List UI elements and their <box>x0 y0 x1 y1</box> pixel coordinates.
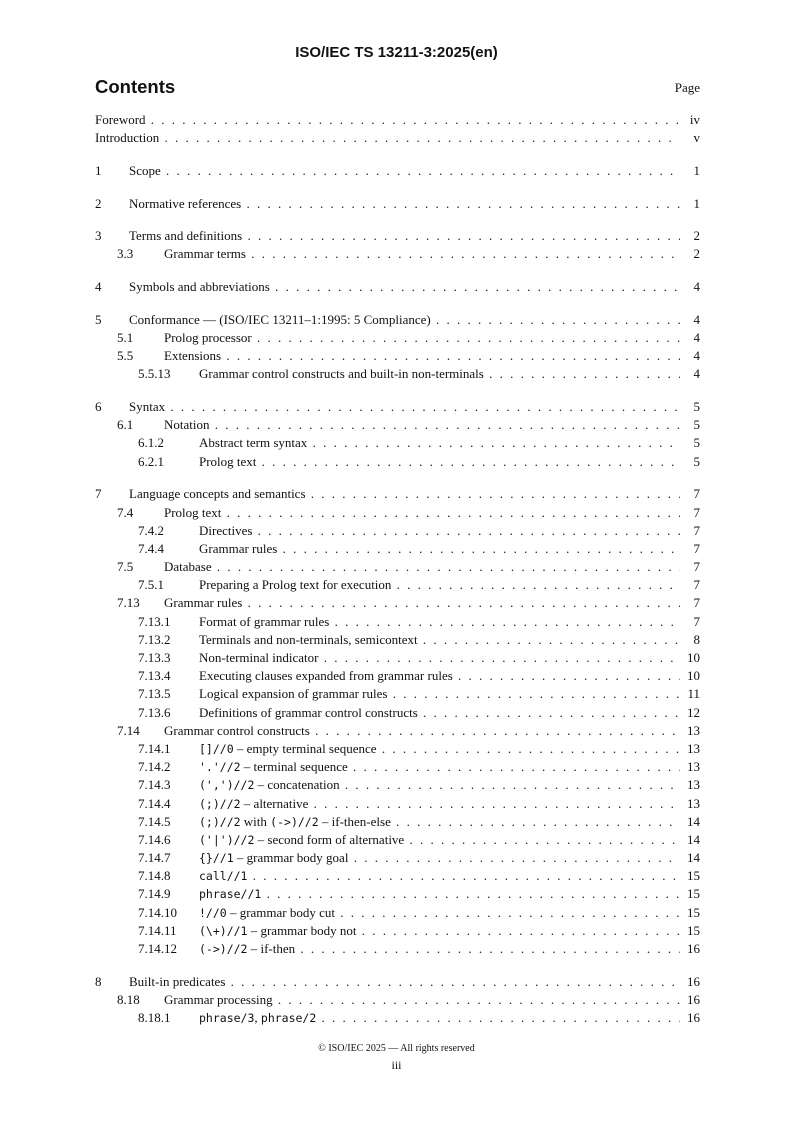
toc-entry-number: 5 <box>95 311 102 327</box>
toc-entry-page: 1 <box>693 162 700 178</box>
toc-entry-text: Introduction <box>95 130 160 146</box>
toc-entry[interactable] <box>95 594 700 612</box>
toc-entry[interactable] <box>95 991 700 1009</box>
toc-entry-text: Abstract term syntax <box>199 435 308 451</box>
toc-entry-page: 5 <box>693 417 700 433</box>
toc-entry-title[interactable] <box>199 704 680 722</box>
toc-entry-number: 1 <box>95 162 102 178</box>
toc-entry[interactable] <box>95 631 700 649</box>
toc-entry-title[interactable] <box>95 129 680 147</box>
toc-entry-title[interactable] <box>164 722 680 740</box>
toc-entry-text: – empty terminal sequence <box>233 740 377 756</box>
toc-entry-number: 7.5.1 <box>138 577 164 593</box>
toc-entry-text: with <box>240 813 271 829</box>
toc-entry[interactable] <box>95 849 700 867</box>
toc-entry-page: 7 <box>693 504 700 520</box>
toc-entry-code: '.'//2 <box>199 760 241 775</box>
toc-entry-page: 5 <box>693 435 700 451</box>
toc-entry-text: Non-terminal indicator <box>199 650 319 665</box>
toc-entry-page: 15 <box>687 922 700 938</box>
toc-entry[interactable] <box>95 795 700 813</box>
toc-entry-page: 4 <box>693 366 700 382</box>
contents-heading: Contents <box>95 76 176 97</box>
toc-entry-number: 7.14.8 <box>138 868 171 884</box>
toc-entry-title[interactable] <box>199 849 680 867</box>
toc-entry[interactable] <box>95 904 700 922</box>
toc-entry-title[interactable] <box>129 227 680 245</box>
toc-entry-page: 16 <box>687 991 700 1007</box>
toc-entry-page: 16 <box>687 1010 700 1026</box>
toc-entry-text: Extensions <box>164 348 222 364</box>
toc-entry-code: call//1 <box>199 869 248 884</box>
toc-entry-title[interactable] <box>199 685 680 703</box>
toc-entry-text: Symbols and abbreviations <box>129 279 270 295</box>
toc-entry-number: 7.13.4 <box>138 668 171 684</box>
toc-entry-title[interactable] <box>164 245 680 263</box>
toc-entry-text: Format of grammar rules <box>199 613 330 629</box>
toc-entry[interactable] <box>95 195 700 213</box>
toc-entry-title[interactable] <box>199 867 680 885</box>
toc-entry-title[interactable] <box>199 365 680 383</box>
toc-entry-code: (;)//2 <box>199 796 241 811</box>
toc-entry-code: phrase/2 <box>260 1011 317 1026</box>
toc-entry[interactable] <box>95 940 700 958</box>
toc-entry[interactable] <box>95 867 700 885</box>
toc-entry-text: Scope <box>129 162 161 178</box>
toc-entry-code: phrase/3 <box>199 1011 255 1026</box>
toc-entry-page: 10 <box>687 650 700 665</box>
toc-entry-number: 6.1 <box>117 417 134 433</box>
toc-entry-text: , <box>254 1010 261 1026</box>
toc-entry-title[interactable] <box>199 434 680 452</box>
toc-entry-title[interactable] <box>199 758 680 776</box>
toc-entry-page: 13 <box>687 795 700 811</box>
toc-entry-page: 7 <box>693 559 700 575</box>
toc-entry-page: 1 <box>693 195 700 211</box>
toc-entry[interactable] <box>95 922 700 940</box>
toc-entry-number: 7.14.1 <box>138 740 171 756</box>
toc-entry-page: 8 <box>693 631 700 647</box>
toc-entry-title[interactable] <box>199 940 680 958</box>
toc-entry-number: 7.13 <box>117 595 140 611</box>
toc-entry-page: 7 <box>693 577 700 593</box>
toc-entry-title[interactable] <box>199 831 680 849</box>
toc-entry-code: phrase//1 <box>199 887 262 902</box>
toc-entry-number: 8.18.1 <box>138 1010 171 1026</box>
page-column-label: Page <box>674 80 700 95</box>
toc-entry-title[interactable] <box>199 649 680 667</box>
toc-entry[interactable] <box>95 558 700 576</box>
toc-entry-page: 14 <box>687 813 700 829</box>
toc-entry-text: Built-in predicates <box>129 973 226 989</box>
toc-entry-number: 4 <box>95 279 102 295</box>
toc-entry-number: 5.1 <box>117 330 134 345</box>
toc-entry[interactable] <box>95 522 700 540</box>
toc-entry-title[interactable] <box>199 631 680 649</box>
toc-entry-text: Grammar processing <box>164 991 273 1007</box>
toc-entry[interactable] <box>95 649 700 667</box>
toc-entry[interactable] <box>95 885 700 903</box>
toc-entry[interactable] <box>95 813 700 831</box>
toc-entry-page: 7 <box>693 486 700 502</box>
toc-entry-title[interactable] <box>199 813 680 831</box>
toc-entry[interactable] <box>95 740 700 758</box>
toc-entry-title[interactable] <box>199 740 680 758</box>
document-header: ISO/IEC TS 13211-3:2025(en) <box>295 44 498 61</box>
toc-entry-text: Foreword <box>95 112 146 127</box>
toc-entry-text: Directives <box>199 522 253 538</box>
toc-entry-number: 7.14.10 <box>138 904 177 920</box>
toc-entry-page: 13 <box>687 777 700 793</box>
toc-entry-number: 7.14.9 <box>138 886 171 902</box>
copyright-footer: © ISO/IEC 2025 — All rights reserved <box>318 1043 475 1054</box>
toc-entry-text: Preparing a Prolog text for execution <box>199 577 392 593</box>
toc-entry-text: Language concepts and semantics <box>129 486 306 502</box>
toc-entry-text: Executing clauses expanded from grammar rules <box>199 668 453 684</box>
toc-entry[interactable] <box>95 329 700 347</box>
toc-entry-page: 2 <box>693 246 700 262</box>
toc-entry-title[interactable] <box>199 885 680 903</box>
toc-entry[interactable] <box>95 278 700 296</box>
toc-entry-number: 5.5.13 <box>138 366 171 382</box>
toc-entry-page: 13 <box>687 722 700 738</box>
toc-entry-number: 3 <box>95 228 102 244</box>
toc-entry-page: 15 <box>687 886 700 902</box>
toc-entry[interactable] <box>95 613 700 631</box>
toc-entry-title[interactable] <box>199 453 680 471</box>
table-of-contents <box>95 111 700 1027</box>
toc-entry-page: 12 <box>687 704 700 720</box>
toc-entry-page: 16 <box>687 973 700 989</box>
toc-entry-number: 3.3 <box>117 246 134 262</box>
toc-entry-number: 7.4.4 <box>138 540 164 556</box>
toc-entry-number: 7.14.2 <box>138 759 171 775</box>
toc-entry-title[interactable] <box>199 904 680 922</box>
toc-entry-text: – concatenation <box>254 777 340 793</box>
toc-entry-number: 5.5 <box>117 348 134 364</box>
toc-entry-number: 7.4 <box>117 504 134 520</box>
toc-entry-page: 5 <box>693 399 700 415</box>
toc-entry[interactable] <box>95 485 700 503</box>
toc-entry-text: – grammar body not <box>247 922 357 938</box>
toc-entry-text: Syntax <box>129 399 166 415</box>
toc-entry-text: – grammar body goal <box>233 850 349 866</box>
toc-entry-number: 7.13.6 <box>138 704 171 720</box>
toc-entry-page: 7 <box>693 522 700 538</box>
toc-entry-title[interactable] <box>199 540 680 558</box>
toc-entry-page: iv <box>689 112 700 127</box>
toc-entry-title[interactable] <box>164 347 680 365</box>
toc-entry-title[interactable] <box>129 398 680 416</box>
toc-entry-number: 6 <box>95 399 102 415</box>
toc-entry[interactable] <box>95 758 700 776</box>
toc-entry[interactable] <box>95 347 700 365</box>
toc-entry-number: 7.13.3 <box>138 650 171 665</box>
toc-entry-text: Grammar rules <box>199 540 278 556</box>
toc-entry-title[interactable] <box>199 1009 680 1027</box>
toc-entry-text: Grammar control constructs <box>164 722 310 738</box>
toc-entry-text: Logical expansion of grammar rules <box>199 686 388 702</box>
toc-entry[interactable] <box>95 1009 700 1027</box>
toc-entry[interactable] <box>95 540 700 558</box>
toc-entry-page: 10 <box>687 668 700 684</box>
toc-entry-page: 5 <box>693 453 700 469</box>
toc-entry-page: 14 <box>687 850 700 866</box>
toc-entry[interactable] <box>95 162 700 180</box>
toc-entry-text: Grammar rules <box>164 595 243 611</box>
toc-entry-text: Grammar control constructs and built-in non-terminals <box>199 366 484 382</box>
toc-entry-text: Grammar terms <box>164 246 246 262</box>
toc-entry-page: 4 <box>693 348 700 364</box>
toc-entry-page: 4 <box>693 279 700 295</box>
toc-entry-text: Terms and definitions <box>129 228 243 244</box>
toc-entry-title[interactable] <box>199 576 680 594</box>
toc-entry[interactable] <box>95 453 700 471</box>
toc-entry-code: {}//1 <box>199 851 234 866</box>
toc-entry-text: Prolog processor <box>164 330 252 345</box>
toc-entry-page: 16 <box>687 941 700 956</box>
toc-entry-title[interactable] <box>199 613 680 631</box>
toc-entry-number: 7.14 <box>117 722 140 738</box>
toc-entry-title[interactable] <box>129 195 680 213</box>
toc-entry[interactable] <box>95 704 700 722</box>
toc-entry-text: – second form of alternative <box>254 831 405 847</box>
toc-entry-title[interactable] <box>164 558 680 576</box>
toc-entry-number: 7.14.3 <box>138 777 171 793</box>
toc-entry-title[interactable] <box>129 485 680 503</box>
toc-entry-number: 7.14.7 <box>138 850 171 866</box>
toc-entry-number: 8.18 <box>117 991 140 1007</box>
toc-entry[interactable] <box>95 245 700 263</box>
toc-entry-code: !//0 <box>199 905 227 920</box>
toc-entry-text: Database <box>164 559 212 575</box>
page-number: iii <box>391 1058 402 1072</box>
toc-entry-number: 2 <box>95 195 102 211</box>
toc-entry-page: 13 <box>687 740 700 756</box>
toc-entry-title[interactable] <box>199 795 680 813</box>
toc-entry[interactable] <box>95 504 700 522</box>
toc-entry-text: – if-then <box>247 941 296 956</box>
toc-entry-title[interactable] <box>129 162 680 180</box>
toc-entry-page: 13 <box>687 759 700 775</box>
toc-entry[interactable] <box>95 398 700 416</box>
toc-entry[interactable] <box>95 311 700 329</box>
toc-entry-page: 2 <box>693 228 700 244</box>
toc-entry-page: 15 <box>687 904 700 920</box>
toc-entry[interactable] <box>95 776 700 794</box>
toc-entry-text: Terminals and non-terminals, semicontext <box>199 631 418 647</box>
toc-entry-page: 7 <box>693 613 700 629</box>
toc-entry-page: 15 <box>687 868 700 884</box>
toc-entry-code: (\+)//1 <box>199 923 248 938</box>
toc-entry-number: 7.14.11 <box>138 922 177 938</box>
toc-entry[interactable] <box>95 722 700 740</box>
toc-entry-title[interactable] <box>199 667 680 685</box>
toc-entry-title[interactable] <box>129 278 680 296</box>
toc-entry-code: (',')//2 <box>199 778 255 793</box>
toc-entry[interactable] <box>95 576 700 594</box>
toc-entry-number: 7.13.5 <box>138 686 171 702</box>
toc-entry-text: – if-then-else <box>318 813 391 829</box>
toc-entry[interactable] <box>95 111 700 129</box>
toc-entry-number: 7.14.12 <box>138 941 177 956</box>
toc-entry-text: – terminal sequence <box>240 759 348 775</box>
toc-entry-number: 7.14.4 <box>138 795 171 811</box>
toc-entry-title[interactable] <box>164 594 680 612</box>
toc-entry-code: (->)//2 <box>199 942 248 956</box>
toc-entry-page: 7 <box>693 595 700 611</box>
toc-entry-number: 8 <box>95 973 102 989</box>
toc-entry-text: Normative references <box>129 195 242 211</box>
toc-entry[interactable] <box>95 831 700 849</box>
toc-entry-title[interactable] <box>199 922 680 940</box>
toc-entry-text: Notation <box>164 417 210 433</box>
toc-entry-code: (;)//2 <box>199 814 241 829</box>
toc-entry-number: 7.14.5 <box>138 813 171 829</box>
toc-entry-number: 7.5 <box>117 559 134 575</box>
toc-entry-title[interactable] <box>164 991 680 1009</box>
toc-entry-text: Definitions of grammar control constructs <box>199 704 418 720</box>
toc-entry-page: 14 <box>687 831 700 847</box>
toc-entry-code: (->)//2 <box>270 814 319 829</box>
toc-entry-page: 4 <box>693 330 700 345</box>
toc-entry-title[interactable] <box>129 311 680 329</box>
toc-entry-text: – grammar body cut <box>226 904 336 920</box>
toc-entry-number: 7.14.6 <box>138 831 171 847</box>
toc-entry-title[interactable] <box>199 522 680 540</box>
toc-entry[interactable] <box>95 365 700 383</box>
toc-entry-title[interactable] <box>164 504 680 522</box>
toc-entry-page: 11 <box>687 686 700 702</box>
toc-entry-number: 6.2.1 <box>138 453 164 469</box>
toc-entry-number: 7.13.2 <box>138 631 171 647</box>
toc-entry[interactable] <box>95 667 700 685</box>
toc-entry-page: 7 <box>693 540 700 556</box>
toc-entry-number: 6.1.2 <box>138 435 164 451</box>
toc-entry-text: Prolog text <box>164 504 222 520</box>
toc-entry-code: ('|')//2 <box>199 832 255 847</box>
toc-entry-title[interactable] <box>164 329 680 347</box>
toc-entry-text: Conformance — (ISO/IEC 13211–1:1995: 5 Compliance) <box>129 311 431 327</box>
toc-entry-title[interactable] <box>95 111 680 129</box>
toc-entry-code: []//0 <box>199 741 234 756</box>
toc-entry[interactable] <box>95 434 700 452</box>
toc-entry-title[interactable] <box>199 776 680 794</box>
toc-entry[interactable] <box>95 227 700 245</box>
toc-entry-page: 4 <box>693 311 700 327</box>
toc-entry[interactable] <box>95 416 700 434</box>
toc-entry-number: 7.4.2 <box>138 522 164 538</box>
toc-entry-page: v <box>693 130 700 146</box>
toc-entry-title[interactable] <box>129 973 680 991</box>
toc-entry[interactable] <box>95 973 700 991</box>
toc-entry-number: 7 <box>95 486 102 502</box>
toc-entry-title[interactable] <box>164 416 680 434</box>
toc-entry-text: – alternative <box>240 795 309 811</box>
toc-entry-text: Prolog text <box>199 453 257 469</box>
toc-entry-number: 7.13.1 <box>138 613 171 629</box>
toc-entry[interactable] <box>95 685 700 703</box>
toc-entry[interactable] <box>95 129 700 147</box>
